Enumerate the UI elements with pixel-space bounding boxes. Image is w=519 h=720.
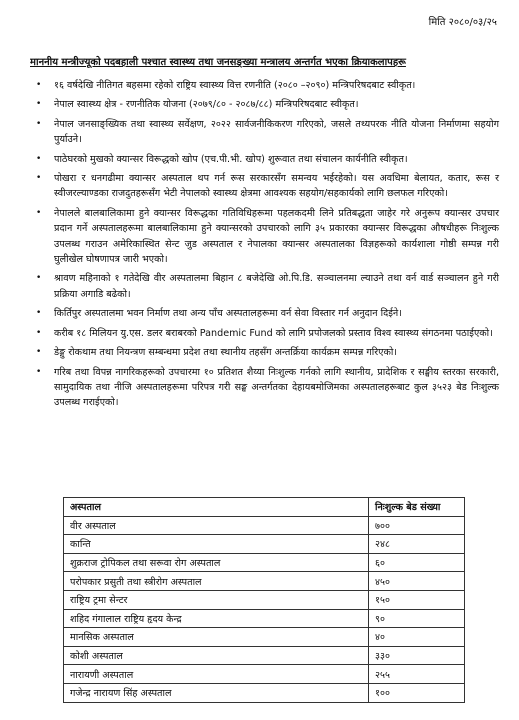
page-title: माननीय मन्त्रीज्यूको पदबहाली पश्चात स्वास्थ्य तथा जनसङ्ख्या मन्त्रालय अन्तर्गत भएका क्रियाकलापहरू [30,57,406,68]
list-item-text: १६ वर्षदेखि नीतिगत बहसमा रहेको राष्ट्रिय स्वास्थ्य वित्त रणनीति (२०८० –२०९०) मन्त्रिपरिषदबाट स्वीकृत। [54,80,416,91]
bullet-icon: • [36,118,42,129]
bed-count: १०० [369,683,465,702]
table-row [64,683,465,702]
free-beds-table [63,497,465,703]
table-row [64,609,465,628]
bed-count: ४० [369,628,465,647]
table-row [64,572,465,591]
list-item-text: गरिब तथा विपन्न नागरिकहरूको उपचारमा १० प्रतिशत शैय्या निःशुल्क गर्नको लागि स्थानीय, प्रादेशिक र सङ्घीय स्तरका सरकारी, सामुदायिक तथा नीजि अस्पतालहरूमा परिपत्र गरी सङ्घ अन्तर्गतका देहायबमोजिमका अस्पतालहरूबाट कुल ३५२३ बेड निःशुल्क उपलब्ध गराईएको। [54,366,499,409]
table-row [64,628,465,647]
list-item-text: नेपालले बालबालिकामा हुने क्यान्सर विरूद्धका गतिविधिहरूमा पहलकदमी लिने प्रतिबद्धता जाहेर गरे अनुरूप क्यान्सर उपचार प्रदान गर्ने अस्पतालहरूमा बालबालिकामा हुने क्यान्सरको उपचारको लागि ३५ प्रकारका क्यान्सर विरूद्धका औषधीहरू निःशुल्क उपलब्ध गराउन अमेरिकास्थित सेन्ट जुड अस्पताल र नेपालका क्यान्सर अस्पतालका विज्ञहरूको कार्यशाला गोष्ठी सम्पन्न गरी घुलीखेल घोषणापत्र जारी भएको। [54,207,499,266]
column-header-hospital: अस्पताल [64,498,369,517]
table-row [64,516,465,535]
list-item [36,97,499,112]
hospital-name: वीर अस्पताल [64,516,369,535]
list-item [36,365,499,411]
list-item [36,152,499,167]
bed-count: ४५० [369,572,465,591]
bullet-icon: • [36,153,42,164]
table-row [64,553,465,572]
bed-count: ६० [369,553,465,572]
hospital-name: कान्ति [64,535,369,554]
bullet-icon: • [36,207,42,218]
list-item-text: पाठेघरको मुखको क्यान्सर विरूद्धको खोप (एच.पी.भी. खोप) शुरूवात तथा संचालन कार्यनीति स्वीकृत। [54,153,408,165]
list-item [36,78,499,93]
list-item-text: नेपाल जनसाङ्ख्यिक तथा स्वास्थ्य सर्वेक्षण, २०२२ सार्वजनीकिकरण गरिएको, जसले तथ्यपरक नीति योजना निर्माणमा सहयोग पुर्याउने। [54,118,499,146]
list-item-text: पोखरा र धनगढीमा क्यान्सर अस्पताल थप गर्न रूस सरकारसँग समन्वय भईरहेको। यस अवधिमा बेलायत, कतार, रूस र स्वीजरल्याण्डका राजदुतहरूसँग भेटी नेपालको स्वास्थ्य क्षेत्रमा आवश्यक सहयोग/सहकार्यको लागि छलफल गरिएको। [54,173,499,200]
list-item [36,117,499,148]
hospital-name: शुक्रराज ट्रोपिकल तथा सरूवा रोग अस्पताल [64,553,369,572]
hospital-name: मानसिक अस्पताल [64,628,369,647]
date-line: मिति २०८०/०३/२५ [428,17,497,28]
hospital-name: कोशी अस्पताल [64,646,369,665]
hospital-name: राष्ट्रिय ट्रमा सेन्टर [64,590,369,609]
bed-count: १५० [369,590,465,609]
bed-count: २५५ [369,665,465,684]
list-item [36,326,499,341]
bullet-icon: • [36,327,42,338]
bullet-icon: • [36,99,42,110]
bullet-icon: • [36,273,42,284]
list-item [36,306,499,321]
table-row [64,665,465,684]
bullet-icon: • [36,80,42,90]
list-item [36,171,499,202]
hospital-name: शहिद गंगालाल राष्ट्रिय हृदय केन्द्र [64,609,369,628]
bed-count: ७०० [369,516,465,535]
bullet-icon: • [36,173,42,184]
list-item [36,206,499,268]
hospital-name: गजेन्द्र नारायण सिंह अस्पताल [64,683,369,702]
table-row [64,646,465,665]
hospital-name: परोपकार प्रसुती तथा स्त्रीरोग अस्पताल [64,572,369,591]
bed-count: २४८ [369,535,465,554]
list-item-text: श्रावण महिनाको १ गतेदेखि वीर अस्पतालमा बिहान ८ बजेदेखि ओ.पि.डि. सञ्चालनमा ल्याउने तथा वर्न वार्ड सञ्चालन हुने गरी प्रक्रिया अगाडि बढेको। [54,273,499,300]
activity-list [36,78,499,415]
hospital-name: नारायणी अस्पताल [64,665,369,684]
bed-count: ३३० [369,646,465,665]
table-row [64,535,465,554]
column-header-free-beds: निःशुल्क बेड संख्या [369,498,465,517]
list-item-text: डेङ्गु रोकथाम तथा नियन्त्रण सम्बन्धमा प्रदेश तथा स्थानीय तहसँग अन्तर्क्रिया कार्यक्रम सम्पन्न गरिएको। [54,347,397,359]
bed-count: ९० [369,609,465,628]
table-row [64,590,465,609]
table-header-row [64,498,465,517]
bullet-icon: • [36,347,42,358]
list-item-text: करीब १८ मिलियन यु.एस. डलर बराबरको Pandemic Fund को लागि प्रपोजलको प्रस्ताव विश्व स्वास्थ्य संगठनमा पठाईएको। [54,327,493,339]
bullet-icon: • [36,308,42,319]
list-item-text: किर्तिपुर अस्पतालमा भवन निर्माण तथा अन्य पाँच अस्पतालहरूमा वर्न सेवा विस्तार गर्न अनुदान दिईने। [54,308,402,320]
list-item-text: नेपाल स्वास्थ्य क्षेत्र - रणनीतिक योजना (२०७९/८० - २०८७/८८) मन्त्रिपरिषदबाट स्वीकृत। [54,99,359,111]
bullet-icon: • [36,366,42,377]
list-item [36,345,499,360]
list-item [36,271,499,302]
